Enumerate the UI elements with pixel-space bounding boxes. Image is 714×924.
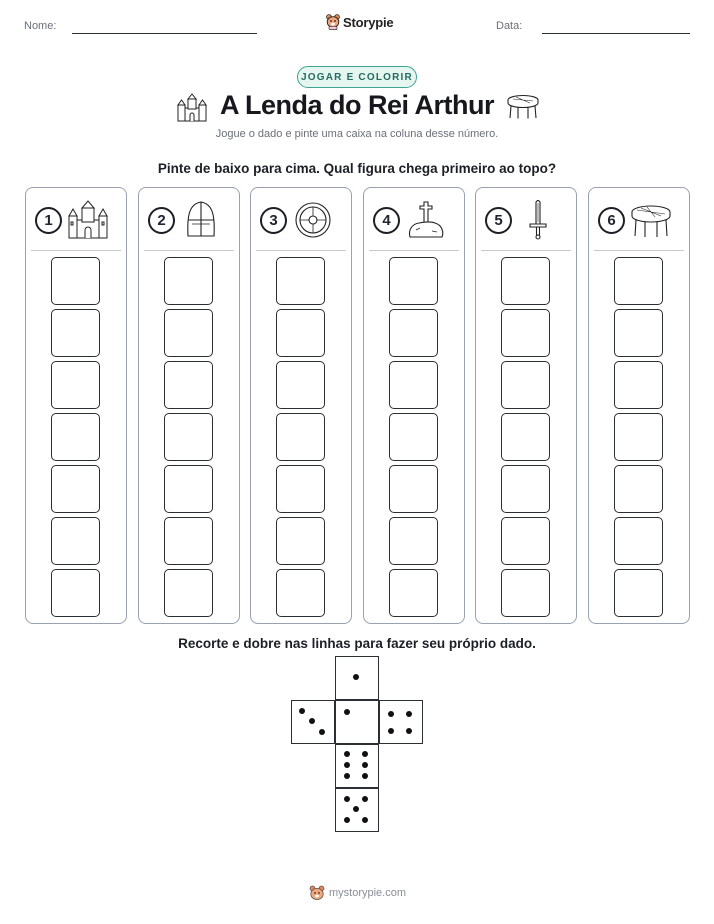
activity-badge: JOGAR E COLORIR (297, 66, 417, 88)
pip (406, 711, 412, 717)
color-box[interactable] (276, 257, 325, 305)
color-box[interactable] (614, 465, 663, 513)
color-box[interactable] (614, 569, 663, 617)
color-box[interactable] (501, 257, 550, 305)
bear-logo-icon (309, 885, 325, 901)
color-box[interactable] (51, 517, 100, 565)
column-number: 2 (148, 207, 175, 234)
column-6 (588, 187, 690, 624)
color-box[interactable] (389, 361, 438, 409)
die-face-lower (335, 744, 379, 788)
color-box[interactable] (164, 517, 213, 565)
color-box[interactable] (389, 465, 438, 513)
color-box[interactable] (51, 569, 100, 617)
color-box[interactable] (276, 361, 325, 409)
name-label: Nome: (24, 20, 57, 32)
color-box[interactable] (389, 309, 438, 357)
name-line[interactable] (72, 33, 257, 34)
color-box[interactable] (389, 257, 438, 305)
pip (344, 773, 350, 779)
footer (309, 885, 406, 901)
color-box[interactable] (614, 413, 663, 461)
pip (344, 709, 350, 715)
color-box[interactable] (501, 309, 550, 357)
color-box[interactable] (276, 517, 325, 565)
column-1 (25, 187, 127, 624)
date-line[interactable] (542, 33, 690, 34)
date-label: Data: (496, 20, 523, 32)
color-box[interactable] (164, 361, 213, 409)
column-divider (144, 250, 234, 251)
column-number: 3 (260, 207, 287, 234)
round-table-icon (506, 94, 540, 120)
pip (388, 711, 394, 717)
column-5 (475, 187, 577, 624)
column-number: 5 (485, 207, 512, 234)
color-box[interactable] (501, 361, 550, 409)
color-box[interactable] (389, 517, 438, 565)
pip (344, 796, 350, 802)
color-box[interactable] (276, 569, 325, 617)
pip (362, 762, 368, 768)
pip (319, 729, 325, 735)
color-box[interactable] (164, 569, 213, 617)
pip (362, 796, 368, 802)
color-box[interactable] (51, 361, 100, 409)
column-number: 4 (373, 207, 400, 234)
color-box[interactable] (51, 413, 100, 461)
color-box[interactable] (614, 361, 663, 409)
die-face-bottom (335, 788, 379, 832)
pip (353, 806, 359, 812)
column-number: 6 (598, 207, 625, 234)
pip (344, 817, 350, 823)
color-box[interactable] (389, 413, 438, 461)
column-number: 1 (35, 207, 62, 234)
pip (299, 708, 305, 714)
sword-icon (516, 200, 560, 240)
brand-logo (326, 14, 393, 30)
color-box[interactable] (164, 413, 213, 461)
footer-url[interactable]: mystorypie.com (329, 887, 407, 899)
color-box[interactable] (614, 517, 663, 565)
page-title: A Lenda do Rei Arthur (219, 90, 494, 120)
die-face-top (335, 656, 379, 700)
color-box[interactable] (276, 413, 325, 461)
pip (388, 728, 394, 734)
color-box[interactable] (501, 517, 550, 565)
knight-helmet-icon (179, 200, 223, 240)
color-box[interactable] (501, 413, 550, 461)
round-table-icon (629, 200, 673, 240)
bear-logo-icon (326, 14, 340, 30)
column-2 (138, 187, 240, 624)
pip (362, 817, 368, 823)
column-3 (250, 187, 352, 624)
color-box[interactable] (164, 309, 213, 357)
color-box[interactable] (614, 257, 663, 305)
castle-icon (66, 200, 110, 240)
die-face-center (335, 700, 379, 744)
game-instruction: Pinte de baixo para cima. Qual figura chega primeiro ao topo? (157, 161, 557, 176)
pip (362, 773, 368, 779)
color-box[interactable] (389, 569, 438, 617)
pip (353, 674, 359, 680)
color-box[interactable] (614, 309, 663, 357)
column-divider (369, 250, 459, 251)
color-box[interactable] (276, 309, 325, 357)
color-box[interactable] (501, 465, 550, 513)
pip (344, 751, 350, 757)
color-box[interactable] (51, 465, 100, 513)
die-face-right (379, 700, 423, 744)
column-divider (481, 250, 571, 251)
round-shield-icon (291, 200, 335, 240)
color-box[interactable] (51, 309, 100, 357)
sword-in-stone-icon (404, 200, 448, 240)
color-box[interactable] (276, 465, 325, 513)
dice-instruction: Recorte e dobre nas linhas para fazer seu próprio dado. (178, 636, 536, 651)
pip (344, 762, 350, 768)
column-4 (363, 187, 465, 624)
color-box[interactable] (164, 465, 213, 513)
column-divider (31, 250, 121, 251)
pip (309, 718, 315, 724)
pip (406, 728, 412, 734)
column-divider (256, 250, 346, 251)
color-box[interactable] (164, 257, 213, 305)
brand-name: Storypie (343, 14, 394, 30)
color-box[interactable] (501, 569, 550, 617)
color-box[interactable] (51, 257, 100, 305)
die-face-left (291, 700, 335, 744)
column-divider (594, 250, 684, 251)
pip (362, 751, 368, 757)
page-subtitle: Jogue o dado e pinte uma caixa na coluna desse número. (215, 128, 499, 140)
